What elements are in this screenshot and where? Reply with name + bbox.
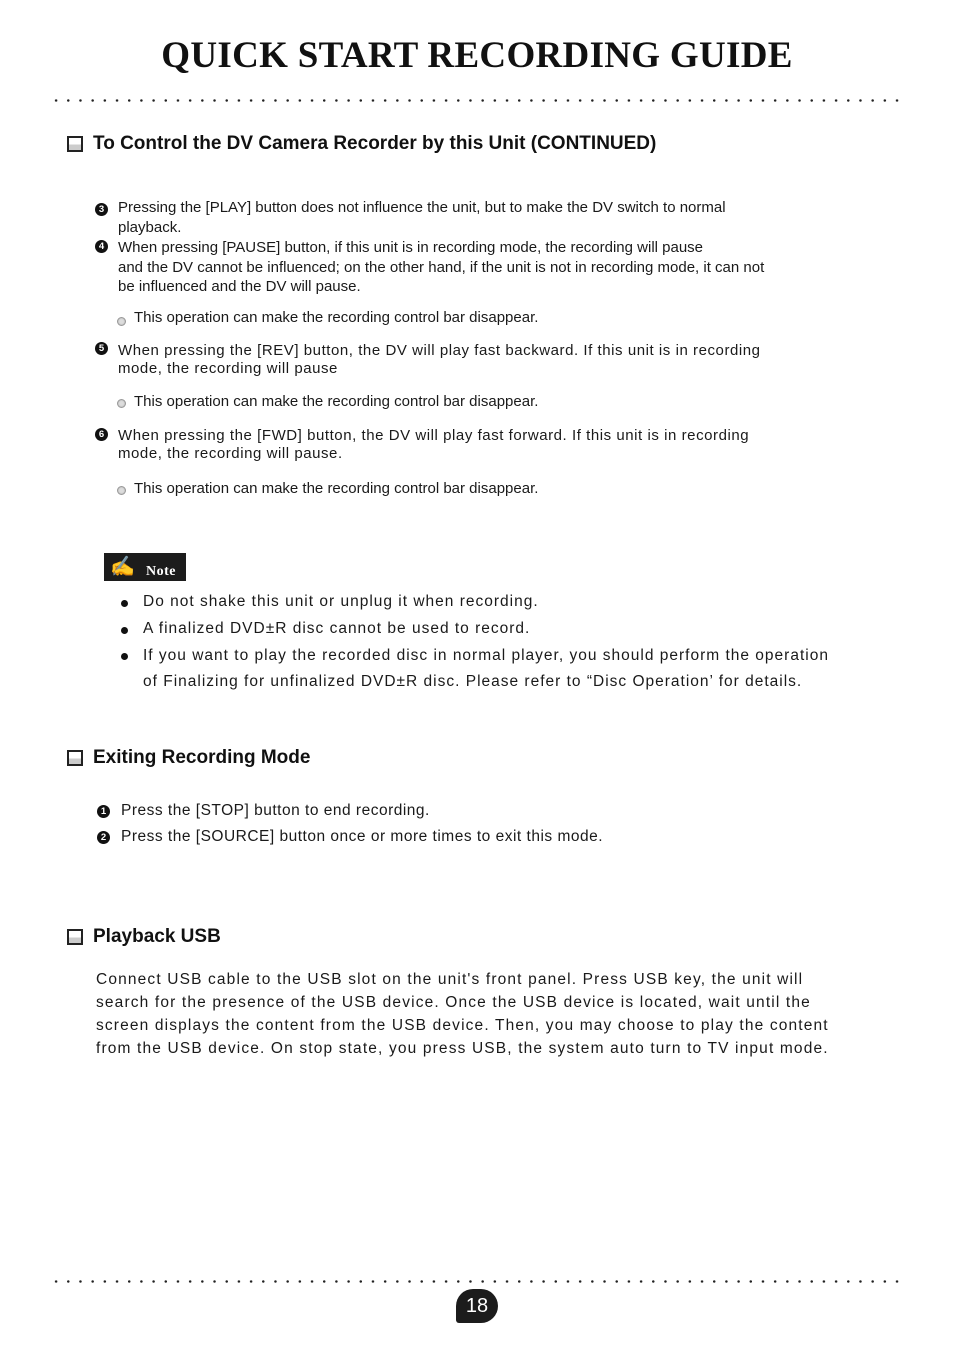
pen-writing-icon: ✍ <box>110 556 135 578</box>
step-item <box>118 198 878 237</box>
step-text-line: playback. <box>118 218 182 236</box>
step-number-badge: 6 <box>95 428 108 441</box>
section-heading-dv-control <box>67 133 656 155</box>
step-text-line: When pressing [PAUSE] button, if this unit is in recording mode, the recording will pause <box>118 239 704 256</box>
bullet-dot-icon <box>121 653 128 660</box>
step-text-line: and the DV cannot be influenced; on the other hand, if the unit is not in recording mode, it can not <box>118 258 765 276</box>
checkbox-square-icon <box>67 136 83 152</box>
usb-paragraph-line: search for the presence of the USB device. Once the USB device is located, wait until the <box>96 994 811 1011</box>
sub-note-text: This operation can make the recording control bar disappear. <box>134 480 539 497</box>
usb-paragraph-line: Connect USB cable to the USB slot on the unit's front panel. Press USB key, the unit will <box>96 971 804 988</box>
usb-paragraph <box>96 968 886 1060</box>
sub-note-text: This operation can make the recording control bar disappear. <box>134 309 539 326</box>
step-number-badge: 3 <box>95 203 108 216</box>
usb-paragraph-line: from the USB device. On stop state, you press USB, the system auto turn to TV input mode. <box>96 1040 829 1057</box>
note-bullet-text: A finalized DVD±R disc cannot be used to record. <box>143 620 531 637</box>
checkbox-square-icon <box>67 929 83 945</box>
section-heading-text: Exiting Recording Mode <box>93 747 311 768</box>
section-heading-exit-recording <box>67 747 310 769</box>
step-item <box>118 341 878 378</box>
top-dotted-divider <box>50 99 900 102</box>
step-text-line: When pressing the [FWD] button, the DV will play fast forward. If this unit is in recording <box>118 427 750 444</box>
exit-step-text: Press the [SOURCE] button once or more times to exit this mode. <box>121 828 604 845</box>
sub-bullet-icon <box>117 399 126 408</box>
step-number-badge: 1 <box>97 805 110 818</box>
step-number-badge: 5 <box>95 342 108 355</box>
step-text-line: mode, the recording will pause <box>118 359 338 377</box>
page-title: QUICK START RECORDING GUIDE <box>161 35 793 76</box>
section-heading-text: To Control the DV Camera Recorder by this Unit (CONTINUED) <box>93 133 657 154</box>
step-number-badge: 4 <box>95 240 108 253</box>
note-label: Note <box>146 564 176 579</box>
note-bullet-text: If you want to play the recorded disc in normal player, you should perform the operation <box>143 647 829 664</box>
exit-step-text: Press the [STOP] button to end recording. <box>121 802 430 819</box>
note-badge <box>104 553 186 581</box>
step-text-line: Pressing the [PLAY] button does not influence the unit, but to make the DV switch to normal <box>118 199 726 216</box>
note-bullet-text: Do not shake this unit or unplug it when recording. <box>143 593 539 610</box>
section-heading-text: Playback USB <box>93 926 221 947</box>
sub-bullet-icon <box>117 317 126 326</box>
note-bullet-text-continued: of Finalizing for unfinalized DVD±R disc. Please refer to “Disc Operation’ for details. <box>143 673 803 690</box>
step-text-line: When pressing the [REV] button, the DV will play fast backward. If this unit is in recording <box>118 342 761 359</box>
sub-note-text: This operation can make the recording control bar disappear. <box>134 393 539 410</box>
step-item <box>118 238 878 297</box>
step-text-line: be influenced and the DV will pause. <box>118 278 361 295</box>
step-item <box>118 426 878 463</box>
sub-bullet-icon <box>117 486 126 495</box>
checkbox-square-icon <box>67 750 83 766</box>
bottom-dotted-divider <box>50 1280 900 1283</box>
usb-paragraph-line: screen displays the content from the USB device. Then, you may choose to play the content <box>96 1017 829 1034</box>
bullet-dot-icon <box>121 627 128 634</box>
bullet-dot-icon <box>121 600 128 607</box>
page-number-badge: 18 <box>456 1289 498 1323</box>
step-number-badge: 2 <box>97 831 110 844</box>
section-heading-playback-usb <box>67 926 221 948</box>
step-text-line: mode, the recording will pause. <box>118 444 343 462</box>
